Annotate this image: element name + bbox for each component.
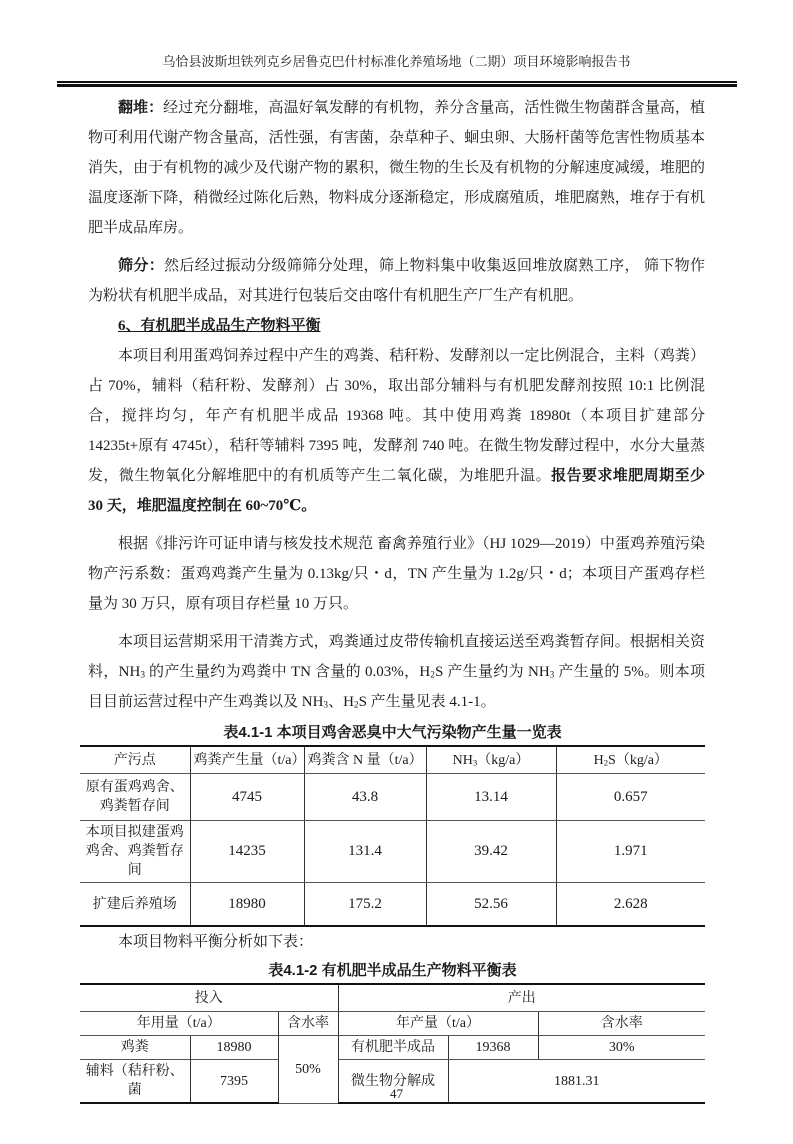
text-run: S 产生量约为 NH: [434, 664, 550, 680]
column-header: 产污点: [80, 746, 190, 774]
table2-caption: 表4.1-2 有机肥半成品生产物料平衡表: [268, 962, 517, 979]
subscript: 2: [353, 700, 359, 711]
subscript: 3: [549, 670, 555, 681]
cell: 43.8: [304, 774, 426, 821]
paragraph-text: 然后经过振动分级筛筛分处理，筛上物料集中收集返回堆放腐熟工序， 筛下物作为粉状有机肥半成品，对其进行包装后交由喀什有机肥生产厂生产有机肥。: [88, 258, 705, 304]
column-header: [556, 746, 705, 774]
paragraph-turning: [88, 93, 705, 243]
column-group-header: 投入: [80, 984, 338, 1012]
subscript: 3: [472, 756, 478, 767]
cell: 原有蛋鸡鸡舍、鸡粪暂存间: [80, 774, 190, 821]
subscript: 2: [603, 756, 609, 767]
table-row: [80, 821, 705, 883]
column-header: [426, 746, 556, 774]
cell: 0.657: [556, 774, 705, 821]
table1-caption: 表4.1-1 本项目鸡舍恶臭中大气污染物产生量一览表: [223, 724, 562, 741]
column-group-header: 产出: [338, 984, 705, 1012]
cell: 19368: [448, 1036, 538, 1060]
column-header: 年用量（t/a）: [80, 1012, 278, 1036]
table2-intro: 本项目物料平衡分析如下表：: [118, 934, 314, 950]
paragraph-label: 筛分：: [118, 258, 165, 274]
table-row: [80, 883, 705, 927]
table-header-row: [80, 746, 705, 774]
table-row: [80, 1036, 705, 1060]
cell: 14235: [190, 821, 304, 883]
cell: 18980: [190, 883, 304, 927]
paragraph-standard: 根据《排污许可证申请与核发技术规范 畜禽养殖行业》（HJ 1029—2019）中蛋鸡养殖污染物产污系数：蛋鸡鸡粪产生量为 0.13kg/只・d，TN 产生量为 1.2g/只・d；本项目产蛋鸡存栏量为 30 万只，原有项目存栏量 10 万只。: [88, 536, 705, 612]
text-run: 本项目运营期采用干清粪方式，鸡粪通过皮带传输机直接运送至鸡粪暂存间。根据相关资料，NH: [88, 634, 705, 680]
cell: 50%: [278, 1036, 338, 1104]
header-text: S（kg/a）: [608, 752, 668, 768]
page-number: 47: [390, 1086, 403, 1101]
cell: 4745: [190, 774, 304, 821]
cell: 131.4: [304, 821, 426, 883]
paragraph-label: 翻堆：: [118, 100, 164, 116]
table1-pollutants: [80, 745, 705, 927]
text-run: 产生量的 5%。则本项目目前运营过程中产生鸡粪以及 NH: [88, 664, 706, 710]
cell: 辅料（秸秆粉、菌: [80, 1060, 190, 1104]
subscript: 3: [323, 700, 329, 711]
cell: 有机肥半成品: [338, 1036, 448, 1060]
text-run: 的产生量约为鸡粪中 TN 含量的 0.03%，H: [144, 664, 431, 680]
cell: 扩建后养殖场: [80, 883, 190, 927]
cell: 13.14: [426, 774, 556, 821]
body-text: [80, 93, 705, 717]
paragraph-bold-requirement: 报告要求堆肥周期至少 30 天，堆肥温度控制在 60~70℃。: [88, 468, 705, 514]
column-header: 年产量（t/a）: [338, 1012, 538, 1036]
content: [80, 93, 705, 1104]
paragraph-material-balance: [88, 341, 705, 521]
cell: 2.628: [556, 883, 705, 927]
cell: 鸡粪: [80, 1036, 190, 1060]
table-row: [80, 774, 705, 821]
table-header-row: [80, 1012, 705, 1036]
section-title: 6、有机肥半成品生产物料平衡: [118, 318, 321, 334]
cell: 52.56: [426, 883, 556, 927]
cell: 30%: [538, 1036, 705, 1060]
column-header: 含水率: [278, 1012, 338, 1036]
paragraph-screening: [88, 251, 705, 311]
subscript: 2: [430, 670, 435, 681]
page-header: 乌恰县波斯坦铁列克乡居鲁克巴什村标准化养殖场地（二期）项目环境影响报告书: [162, 54, 631, 69]
paragraph-text: 经过充分翻堆，高温好氧发酵的有机物，养分含量高，活性微生物菌群含量高，植物可利用代谢产物含量高，活性强，有害菌，杂草种子、蛔虫卵、大肠杆菌等危害性物质基本消失，由于有机物的减少及代谢产物的累积，微生物的生长及有机物的分解速度减缓，堆肥的温度逐渐下降，稍微经过陈化后熟，物料成分逐渐稳定，形成腐殖质，堆肥腐熟，堆存于有机肥半成品库房。: [88, 100, 705, 236]
subscript: 3: [140, 670, 145, 681]
text-run: S 产生量见表 4.1-1。: [358, 694, 496, 710]
column-header: 含水率: [538, 1012, 705, 1036]
paragraph-operation: [88, 627, 705, 717]
header-text: H: [593, 752, 604, 768]
column-header: 鸡粪产生量（t/a）: [190, 746, 304, 774]
cell: 1.971: [556, 821, 705, 883]
cell: 微生物分解成: [338, 1060, 448, 1104]
cell: 7395: [190, 1060, 278, 1104]
cell: 175.2: [304, 883, 426, 927]
cell: 本项目拟建蛋鸡鸡舍、鸡粪暂存间: [80, 821, 190, 883]
text-run: 、H: [328, 694, 354, 710]
table-header-row: [80, 984, 705, 1012]
header-divider: [57, 81, 737, 87]
cell: 39.42: [426, 821, 556, 883]
header-text: （kg/a）: [477, 752, 530, 768]
column-header: 鸡粪含 N 量（t/a）: [304, 746, 426, 774]
header-text: NH: [452, 752, 473, 768]
cell: 1881.31: [448, 1060, 705, 1104]
paragraph-text: 本项目利用蛋鸡饲养过程中产生的鸡粪、秸秆粉、发酵剂以一定比例混合，主料（鸡粪）占 70%，辅料（秸秆粉、发酵剂）占 30%，取出部分辅料与有机肥发酵剂按照 10:1 比例混合，搅拌均匀，年产有机肥半成品 19368 吨。其中使用鸡粪 18980t（本项目扩建部分 14235t+原有 4745t），秸秆等辅料 7395 吨，发酵剂 740 吨。在微生物发酵过程中，水分大量蒸发，微生物氧化分解堆肥中的有机质等产生二氧化碳，为堆肥升温。: [88, 348, 705, 484]
cell: 18980: [190, 1036, 278, 1060]
